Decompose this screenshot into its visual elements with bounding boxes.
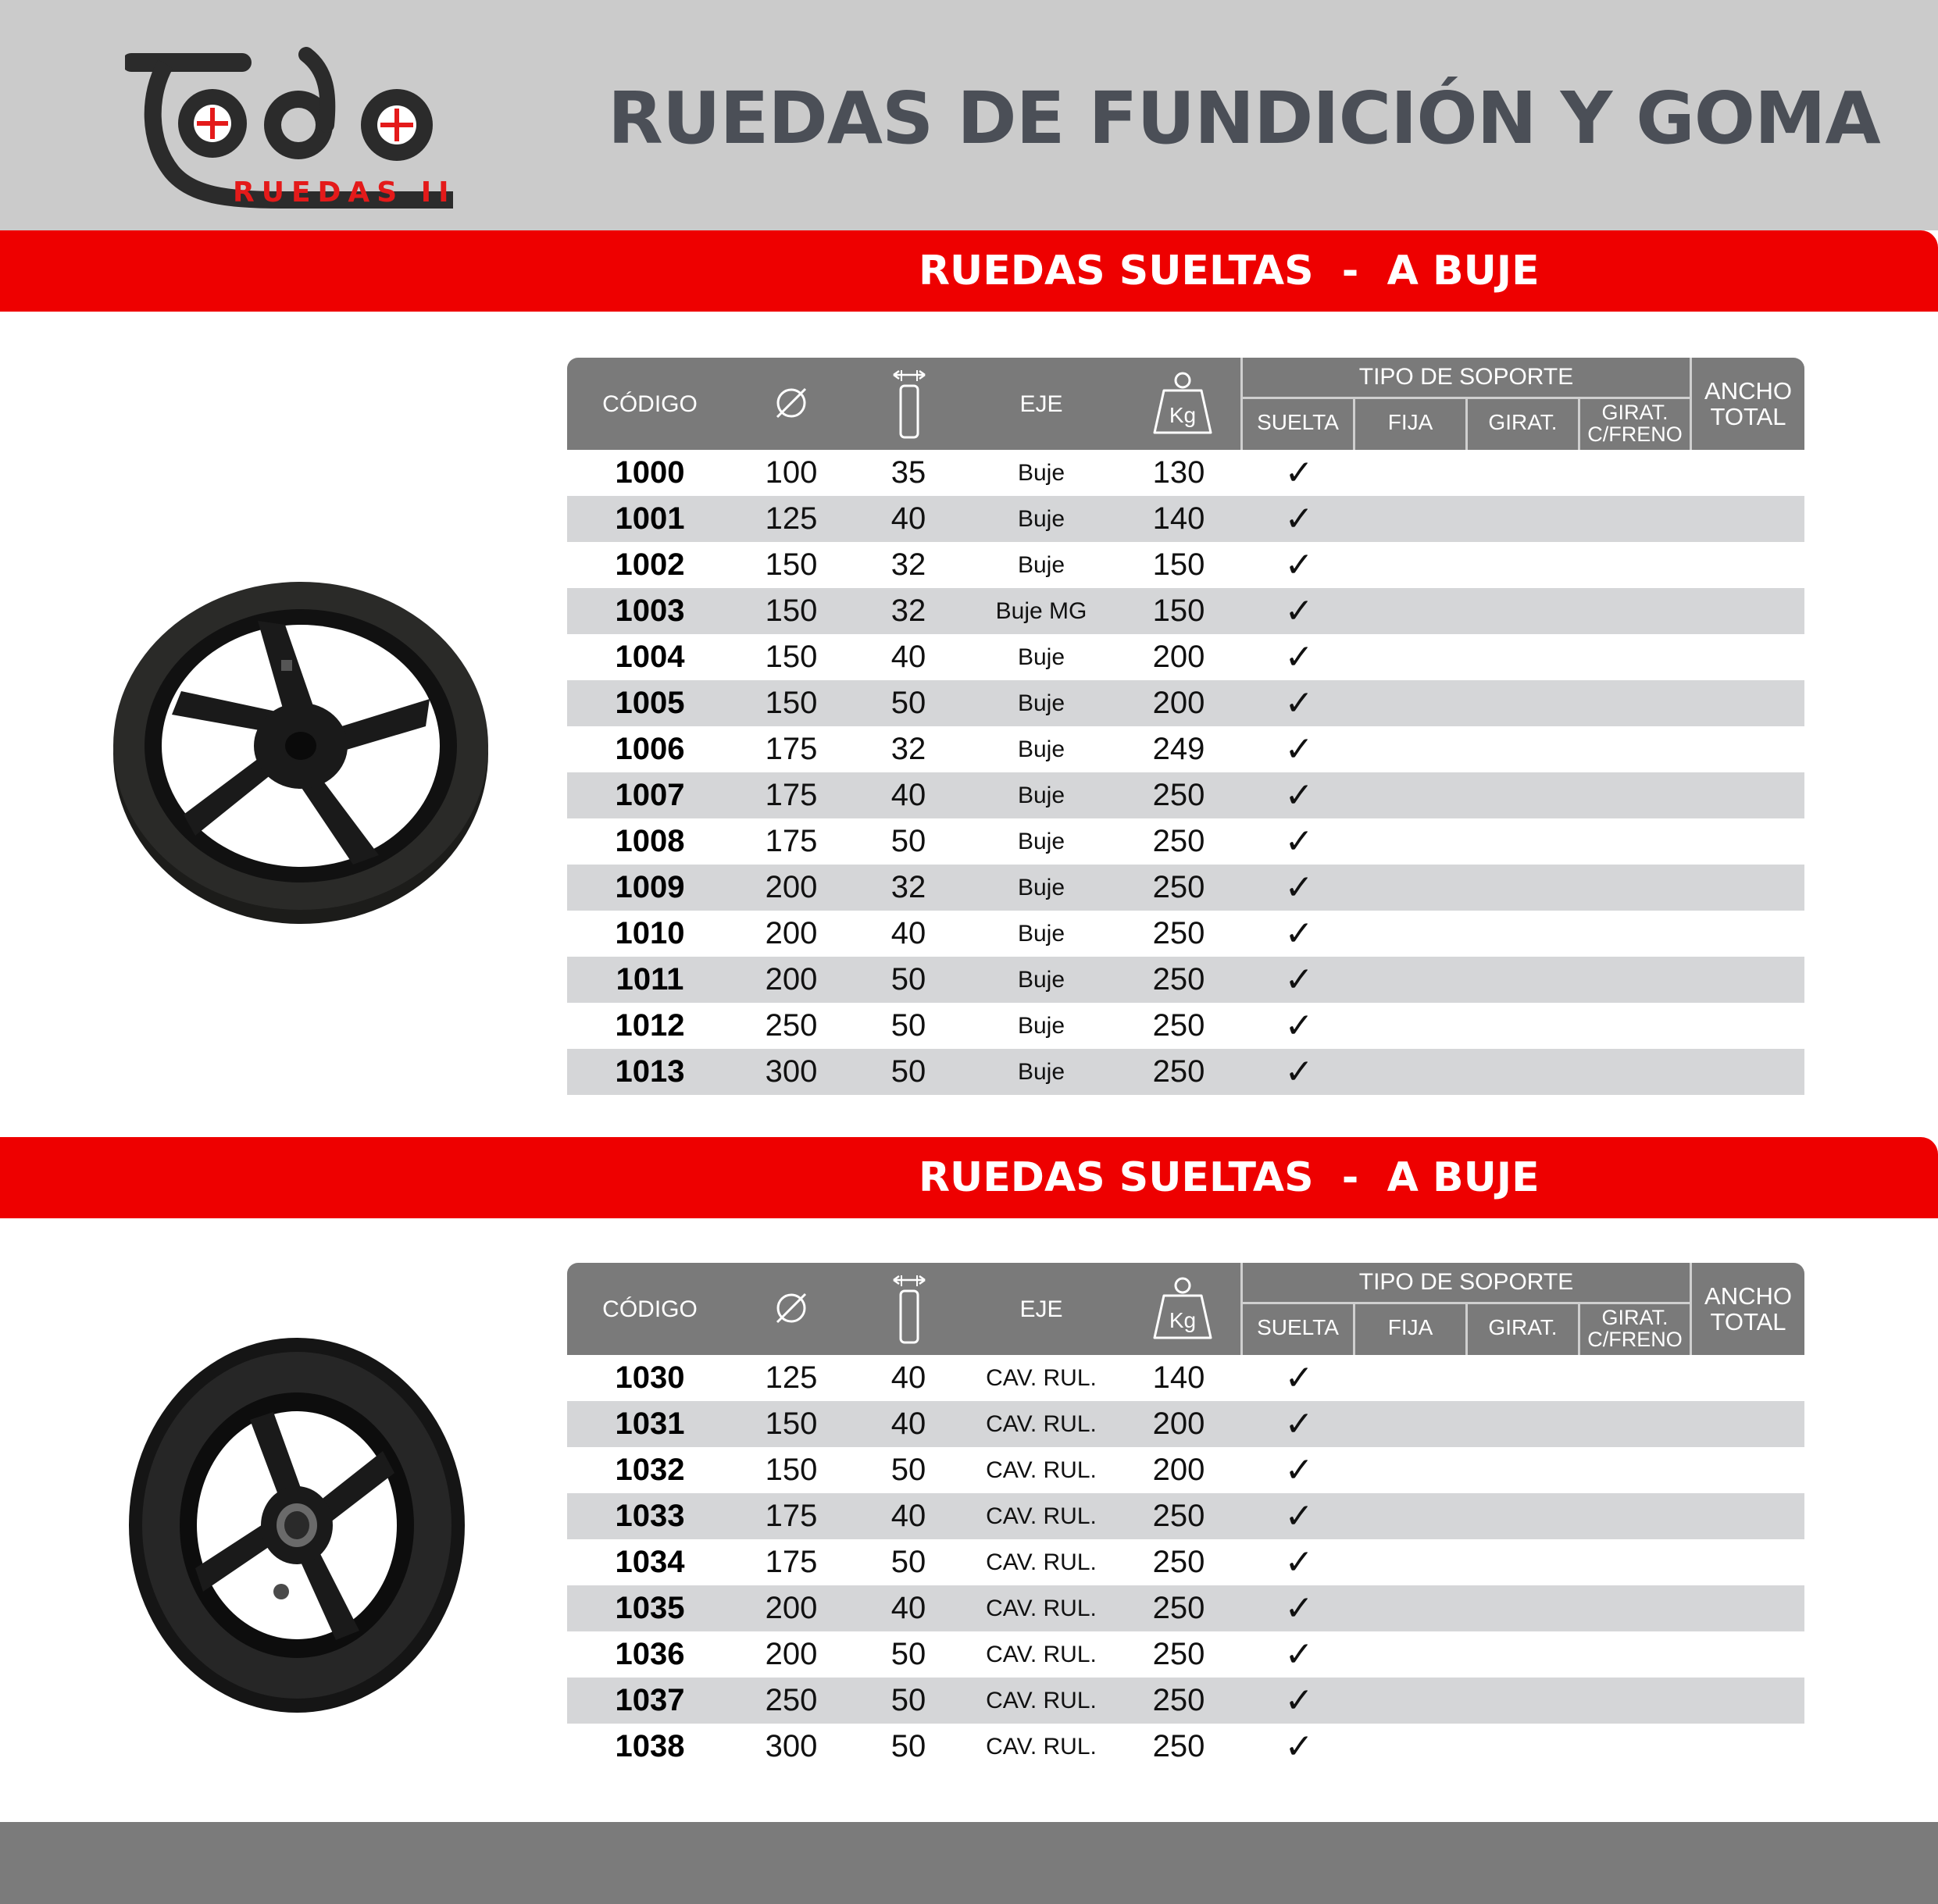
width-cell: 50 — [890, 1008, 926, 1043]
rubber-wheel-image — [125, 1334, 469, 1717]
code-cell: 1006 — [615, 732, 685, 766]
diameter-cell: 300 — [765, 1054, 818, 1089]
col-eje: EJE — [1019, 1296, 1063, 1322]
axle-cell: Buje — [1017, 644, 1065, 670]
width-cell: 50 — [890, 1453, 926, 1487]
width-cell: 32 — [890, 594, 926, 628]
code-cell: 1001 — [615, 501, 685, 536]
code-cell: 1007 — [615, 778, 685, 812]
width-icon — [892, 369, 926, 440]
col-suelta: SUELTA — [1257, 1315, 1339, 1339]
load-cell: 200 — [1152, 640, 1205, 674]
suelta-check-cell: ✓ — [1284, 776, 1314, 815]
code-cell: 1008 — [615, 824, 685, 858]
code-cell: 1035 — [615, 1591, 685, 1625]
axle-cell: Buje — [1017, 783, 1065, 808]
col-girat-freno-line2: C/FRENO — [1587, 423, 1683, 446]
load-cell: 130 — [1152, 455, 1205, 490]
table-row — [567, 1585, 1804, 1631]
col-ancho-line2: TOTAL — [1710, 1308, 1786, 1335]
diameter-cell: 175 — [765, 1499, 818, 1533]
diameter-cell: 200 — [765, 1637, 818, 1671]
diameter-cell: 150 — [765, 640, 818, 674]
table-row — [567, 588, 1804, 634]
section-2-title: RUEDAS SUELTAS - A BUJE — [919, 1154, 1540, 1201]
axle-cell: CAV. RUL. — [986, 1503, 1097, 1529]
code-cell: 1038 — [615, 1729, 685, 1763]
table-row — [567, 1401, 1804, 1447]
width-cell: 40 — [890, 1499, 926, 1533]
diameter-cell: 200 — [765, 870, 818, 904]
width-cell: 40 — [890, 1591, 926, 1625]
table-row — [567, 680, 1804, 726]
axle-cell: CAV. RUL. — [986, 1642, 1097, 1667]
code-cell: 1011 — [616, 962, 684, 997]
axle-cell: CAV. RUL. — [986, 1457, 1097, 1483]
suelta-check-cell: ✓ — [1284, 1588, 1314, 1628]
diameter-cell: 200 — [765, 962, 818, 997]
width-cell: 40 — [890, 501, 926, 536]
cast-wheel-image — [109, 566, 492, 925]
suelta-check-cell: ✓ — [1284, 868, 1314, 907]
suelta-check-cell: ✓ — [1284, 1635, 1314, 1674]
load-cell: 249 — [1152, 732, 1205, 766]
diameter-cell: 150 — [765, 686, 818, 720]
code-cell: 1010 — [615, 916, 685, 950]
col-suelta: SUELTA — [1257, 410, 1339, 434]
width-cell: 50 — [890, 686, 926, 720]
diameter-cell: 125 — [765, 501, 818, 536]
table-row — [567, 772, 1804, 818]
width-cell: 32 — [890, 732, 926, 766]
product-table-1 — [567, 358, 1804, 1097]
diameter-cell: 125 — [765, 1360, 818, 1395]
code-cell: 1031 — [615, 1407, 685, 1441]
suelta-check-cell: ✓ — [1284, 1450, 1314, 1490]
col-eje: EJE — [1019, 391, 1063, 417]
width-cell: 35 — [890, 455, 926, 490]
suelta-check-cell: ✓ — [1284, 1006, 1314, 1046]
axle-cell: Buje MG — [995, 598, 1087, 624]
width-cell: 50 — [890, 1683, 926, 1717]
width-cell: 50 — [890, 824, 926, 858]
suelta-check-cell: ✓ — [1284, 1404, 1314, 1444]
table-row — [567, 1678, 1804, 1724]
weight-label: Kg — [1169, 1308, 1197, 1332]
logo-subtitle: RUEDAS II — [233, 176, 456, 209]
axle-cell: Buje — [1017, 875, 1065, 900]
axle-cell: Buje — [1017, 1013, 1065, 1039]
code-cell: 1000 — [615, 455, 685, 490]
load-cell: 250 — [1152, 1545, 1205, 1579]
width-cell: 40 — [890, 640, 926, 674]
width-cell: 40 — [890, 916, 926, 950]
product-table-2 — [567, 1263, 1804, 1775]
code-cell: 1012 — [615, 1008, 685, 1043]
code-cell: 1003 — [615, 594, 685, 628]
table-row — [567, 911, 1804, 957]
width-cell: 50 — [890, 1545, 926, 1579]
col-ancho-total — [1692, 378, 1804, 430]
table-row — [567, 1447, 1804, 1493]
weight-label: Kg — [1169, 403, 1197, 427]
axle-cell: CAV. RUL. — [986, 1596, 1097, 1621]
table-row — [567, 1631, 1804, 1678]
code-cell: 1004 — [615, 640, 685, 674]
diameter-icon — [773, 1289, 810, 1327]
table-row — [567, 726, 1804, 772]
load-cell: 250 — [1152, 1008, 1205, 1043]
col-tipo-soporte: TIPO DE SOPORTE — [1358, 364, 1574, 390]
suelta-check-cell: ✓ — [1284, 637, 1314, 677]
section-1-title: RUEDAS SUELTAS - A BUJE — [919, 248, 1540, 294]
col-girat-freno-line2: C/FRENO — [1587, 1328, 1683, 1351]
section-1-banner — [0, 230, 1938, 312]
axle-cell: Buje — [1017, 460, 1065, 486]
table-row — [567, 634, 1804, 680]
code-cell: 1037 — [615, 1683, 685, 1717]
suelta-check-cell: ✓ — [1284, 453, 1314, 493]
table-row — [567, 542, 1804, 588]
diameter-cell: 250 — [765, 1683, 818, 1717]
col-girat-freno — [1580, 401, 1690, 445]
load-cell: 200 — [1152, 1453, 1205, 1487]
diameter-cell: 150 — [765, 1407, 818, 1441]
code-cell: 1032 — [615, 1453, 685, 1487]
table-row — [567, 1539, 1804, 1585]
suelta-check-cell: ✓ — [1284, 1358, 1314, 1398]
diameter-cell: 175 — [765, 824, 818, 858]
axle-cell: Buje — [1017, 921, 1065, 947]
load-cell: 250 — [1152, 962, 1205, 997]
col-girat-freno — [1580, 1307, 1690, 1350]
diameter-cell: 150 — [765, 547, 818, 582]
diameter-cell: 175 — [765, 1545, 818, 1579]
load-cell: 250 — [1152, 1729, 1205, 1763]
col-ancho-total — [1692, 1283, 1804, 1335]
code-cell: 1030 — [615, 1360, 685, 1395]
table-row — [567, 1049, 1804, 1095]
load-cell: 200 — [1152, 1407, 1205, 1441]
suelta-check-cell: ✓ — [1284, 914, 1314, 954]
axle-cell: Buje — [1017, 506, 1065, 532]
diameter-cell: 150 — [765, 1453, 818, 1487]
code-cell: 1034 — [615, 1545, 685, 1579]
width-cell: 40 — [890, 1407, 926, 1441]
suelta-check-cell: ✓ — [1284, 1727, 1314, 1767]
axle-cell: CAV. RUL. — [986, 1734, 1097, 1760]
page-title: RUEDAS DE FUNDICIÓN Y GOMA — [608, 77, 1880, 160]
table-row — [567, 1003, 1804, 1049]
load-cell: 250 — [1152, 870, 1205, 904]
suelta-check-cell: ✓ — [1284, 1052, 1314, 1092]
load-cell: 150 — [1152, 594, 1205, 628]
axle-cell: Buje — [1017, 829, 1065, 854]
table-row — [567, 1724, 1804, 1770]
table-row — [567, 865, 1804, 911]
code-cell: 1002 — [615, 547, 685, 582]
diameter-cell: 200 — [765, 916, 818, 950]
col-girat-freno-line1: GIRAT. — [1601, 401, 1669, 424]
load-cell: 250 — [1152, 778, 1205, 812]
suelta-check-cell: ✓ — [1284, 1681, 1314, 1720]
width-cell: 32 — [890, 870, 926, 904]
table-row — [567, 496, 1804, 542]
code-cell: 1013 — [615, 1054, 685, 1089]
load-cell: 250 — [1152, 1683, 1205, 1717]
page-footer — [0, 1822, 1938, 1904]
suelta-check-cell: ✓ — [1284, 499, 1314, 539]
axle-cell: CAV. RUL. — [986, 1549, 1097, 1575]
suelta-check-cell: ✓ — [1284, 729, 1314, 769]
width-cell: 40 — [890, 1360, 926, 1395]
width-cell: 50 — [890, 1729, 926, 1763]
axle-cell: CAV. RUL. — [986, 1365, 1097, 1391]
suelta-check-cell: ✓ — [1284, 1496, 1314, 1536]
col-tipo-soporte: TIPO DE SOPORTE — [1358, 1269, 1574, 1295]
page-header — [0, 0, 1938, 230]
width-cell: 32 — [890, 547, 926, 582]
axle-cell: CAV. RUL. — [986, 1688, 1097, 1713]
load-cell: 250 — [1152, 1591, 1205, 1625]
table-row — [567, 1355, 1804, 1401]
load-cell: 250 — [1152, 1499, 1205, 1533]
col-ancho-line1: ANCHO — [1704, 1282, 1792, 1310]
col-ancho-line2: TOTAL — [1710, 403, 1786, 430]
width-cell: 40 — [890, 778, 926, 812]
width-icon — [892, 1274, 926, 1346]
brand-logo — [125, 47, 461, 211]
col-girat-freno-line1: GIRAT. — [1601, 1306, 1669, 1329]
suelta-check-cell: ✓ — [1284, 822, 1314, 861]
width-cell: 50 — [890, 1054, 926, 1089]
suelta-check-cell: ✓ — [1284, 1542, 1314, 1582]
diameter-cell: 300 — [765, 1729, 818, 1763]
table-header — [567, 1263, 1804, 1355]
suelta-check-cell: ✓ — [1284, 960, 1314, 1000]
suelta-check-cell: ✓ — [1284, 591, 1314, 631]
code-cell: 1005 — [615, 686, 685, 720]
load-cell: 140 — [1152, 1360, 1205, 1395]
col-girat: GIRAT. — [1488, 1315, 1558, 1339]
axle-cell: Buje — [1017, 967, 1065, 993]
load-cell: 200 — [1152, 686, 1205, 720]
col-codigo: CÓDIGO — [602, 1296, 698, 1322]
width-cell: 50 — [890, 1637, 926, 1671]
code-cell: 1033 — [615, 1499, 685, 1533]
suelta-check-cell: ✓ — [1284, 545, 1314, 585]
axle-cell: CAV. RUL. — [986, 1411, 1097, 1437]
diameter-cell: 175 — [765, 732, 818, 766]
col-fija: FIJA — [1387, 410, 1433, 434]
width-cell: 50 — [890, 962, 926, 997]
axle-cell: Buje — [1017, 736, 1065, 762]
load-cell: 250 — [1152, 1637, 1205, 1671]
load-cell: 250 — [1152, 1054, 1205, 1089]
axle-cell: Buje — [1017, 1059, 1065, 1085]
diameter-cell: 150 — [765, 594, 818, 628]
load-cell: 250 — [1152, 916, 1205, 950]
diameter-cell: 250 — [765, 1008, 818, 1043]
diameter-cell: 175 — [765, 778, 818, 812]
diameter-cell: 100 — [765, 455, 818, 490]
table-row — [567, 818, 1804, 865]
col-fija: FIJA — [1387, 1315, 1433, 1339]
axle-cell: Buje — [1017, 552, 1065, 578]
code-cell: 1009 — [615, 870, 685, 904]
diameter-cell: 200 — [765, 1591, 818, 1625]
table-header — [567, 358, 1804, 450]
diameter-icon — [773, 384, 810, 422]
col-codigo: CÓDIGO — [602, 391, 698, 417]
table-row — [567, 957, 1804, 1003]
table-row — [567, 1493, 1804, 1539]
load-cell: 140 — [1152, 501, 1205, 536]
suelta-check-cell: ✓ — [1284, 683, 1314, 723]
table-row — [567, 450, 1804, 496]
section-2-banner — [0, 1137, 1938, 1218]
col-ancho-line1: ANCHO — [1704, 377, 1792, 405]
axle-cell: Buje — [1017, 690, 1065, 716]
code-cell: 1036 — [615, 1637, 685, 1671]
load-cell: 250 — [1152, 824, 1205, 858]
col-girat: GIRAT. — [1488, 410, 1558, 434]
load-cell: 150 — [1152, 547, 1205, 582]
